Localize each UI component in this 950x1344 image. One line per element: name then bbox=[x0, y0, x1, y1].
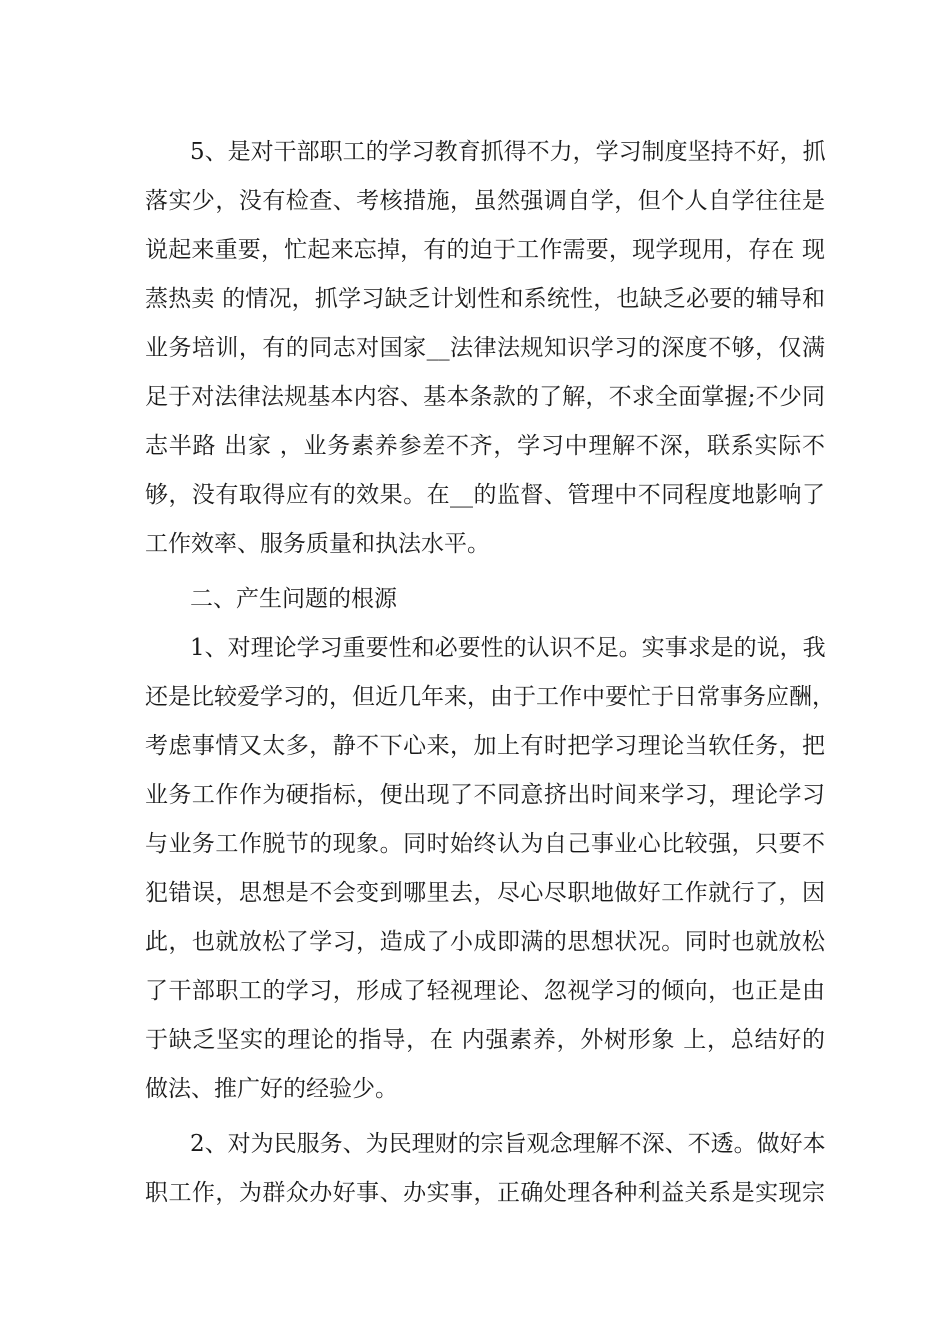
paragraph-5-line: 业务培训，有的同志对国家__法律法规知识学习的深度不够，仅满 bbox=[145, 335, 825, 361]
paragraph-2-line: 2、对为民服务、为民理财的宗旨观念理解不深、不透。做好本 bbox=[190, 1131, 826, 1157]
paragraph-5-line: 蒸热卖 的情况，抓学习缺乏计划性和系统性，也缺乏必要的辅导和 bbox=[145, 286, 825, 312]
paragraph-1-line: 考虑事情又太多，静不下心来，加上有时把学习理论当软任务，把 bbox=[145, 733, 825, 759]
paragraph-1-line: 了干部职工的学习，形成了轻视理论、忽视学习的倾向，也正是由 bbox=[145, 978, 825, 1004]
paragraph-5-line: 落实少，没有检查、考核措施，虽然强调自学，但个人自学往往是 bbox=[145, 188, 825, 214]
paragraph-1-line: 1、对理论学习重要性和必要性的认识不足。实事求是的说，我 bbox=[190, 635, 826, 661]
paragraph-1-line: 此，也就放松了学习，造成了小成即满的思想状况。同时也就放松 bbox=[145, 929, 825, 955]
paragraph-5-line: 工作效率、服务质量和执法水平。 bbox=[145, 531, 490, 557]
paragraph-1-line: 做法、推广好的经验少。 bbox=[145, 1076, 398, 1102]
paragraph-5-line: 5、是对干部职工的学习教育抓得不力，学习制度坚持不好，抓 bbox=[190, 139, 826, 165]
section-heading: 二、产生问题的根源 bbox=[190, 586, 397, 612]
paragraph-1-line: 于缺乏坚实的理论的指导，在 内强素养，外树形象 上，总结好的 bbox=[145, 1027, 825, 1053]
paragraph-2-line: 职工作，为群众办好事、办实事，正确处理各种利益关系是实现宗 bbox=[145, 1180, 825, 1206]
paragraph-5-line: 说起来重要，忙起来忘掉，有的迫于工作需要，现学现用，存在 现 bbox=[145, 237, 825, 263]
paragraph-5-line: 志半路 出家 ，业务素养参差不齐，学习中理解不深，联系实际不 bbox=[145, 433, 825, 459]
paragraph-5-line: 足于对法律法规基本内容、基本条款的了解，不求全面掌握;不少同 bbox=[145, 384, 825, 410]
paragraph-1-line: 犯错误，思想是不会变到哪里去，尽心尽职地做好工作就行了，因 bbox=[145, 880, 825, 906]
paragraph-1-line: 业务工作作为硬指标，便出现了不同意挤出时间来学习，理论学习 bbox=[145, 782, 825, 808]
paragraph-5-line: 够，没有取得应有的效果。在__的监督、管理中不同程度地影响了 bbox=[145, 482, 825, 508]
paragraph-1-line: 还是比较爱学习的，但近几年来，由于工作中要忙于日常事务应酬， bbox=[145, 684, 835, 710]
paragraph-1-line: 与业务工作脱节的现象。同时始终认为自己事业心比较强，只要不 bbox=[145, 831, 825, 857]
